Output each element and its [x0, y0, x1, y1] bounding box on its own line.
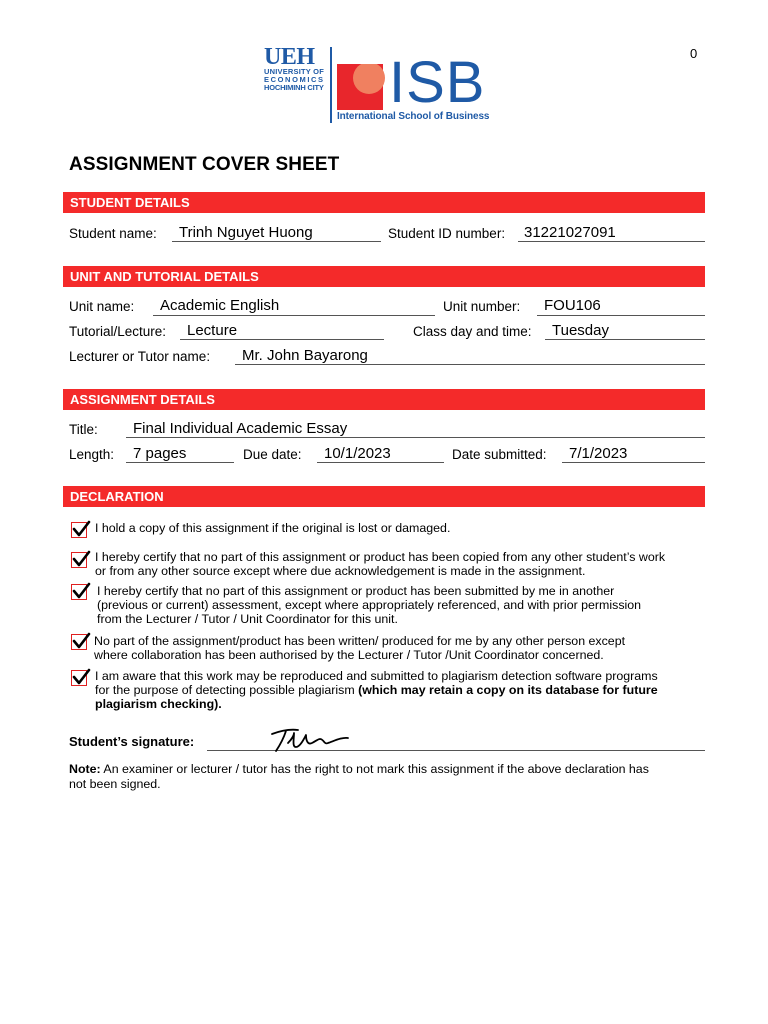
due-date-value[interactable]: 10/1/2023	[324, 445, 391, 462]
declaration-item-2-line-1: I hereby certify that no part of this assignment or product has been copied from any other student’s work	[95, 550, 666, 564]
class-day-value[interactable]: Tuesday	[552, 322, 609, 339]
unit-name-label: Unit name:	[69, 299, 135, 314]
date-submitted-underline	[562, 462, 705, 463]
date-submitted-value[interactable]: 7/1/2023	[569, 445, 628, 462]
declaration-checkbox-4[interactable]	[71, 634, 87, 650]
lecturer-underline	[235, 364, 705, 365]
tutorial-underline	[180, 339, 384, 340]
lecturer-label: Lecturer or Tutor name:	[69, 349, 211, 364]
declaration-checkbox-3[interactable]	[71, 584, 87, 600]
student-id-underline	[518, 241, 705, 242]
ueh-logo	[264, 46, 330, 92]
page-number: 0	[690, 46, 698, 61]
declaration-item-5-line-3-bold: plagiarism checking).	[95, 697, 222, 711]
checkmark-icon	[71, 549, 91, 569]
section-unit-details: UNIT AND TUTORIAL DETAILS	[63, 266, 705, 287]
checkmark-icon	[71, 519, 91, 539]
tutorial-value[interactable]: Lecture	[187, 322, 238, 339]
student-id-value[interactable]: 31221027091	[524, 224, 616, 241]
ueh-logo-line-1: UNIVERSITY OF	[264, 67, 324, 76]
tutorial-label: Tutorial/Lecture:	[69, 324, 167, 339]
declaration-item-5-line-2-bold: (which may retain a copy on its database for future	[358, 683, 658, 697]
logo-divider	[330, 47, 332, 123]
declaration-item-5-line-2-plain: for the purpose of detecting possible plagiarism	[95, 683, 359, 697]
unit-number-underline	[537, 315, 705, 316]
declaration-checkbox-2[interactable]	[71, 552, 87, 568]
signature-label: Student’s signature:	[69, 734, 195, 749]
date-submitted-label: Date submitted:	[452, 447, 547, 462]
assignment-title-label: Title:	[69, 422, 98, 437]
assignment-title-value[interactable]: Final Individual Academic Essay	[133, 420, 348, 437]
ueh-logo-text: UEH	[264, 44, 315, 70]
declaration-item-4-line-1: No part of the assignment/product has been written/ produced for me by any other person except	[94, 634, 626, 648]
ueh-logo-line-2: ECONOMICS	[264, 75, 325, 84]
declaration-item-5-line-1: I am aware that this work may be reproduced and submitted to plagiarism detection software programs	[95, 669, 658, 683]
length-value[interactable]: 7 pages	[133, 445, 187, 462]
class-day-underline	[545, 339, 705, 340]
declaration-item-5	[95, 669, 658, 711]
declaration-item-4	[94, 634, 625, 662]
due-date-underline	[317, 462, 444, 463]
note	[69, 762, 699, 791]
student-name-underline	[172, 241, 381, 242]
checkmark-icon	[71, 631, 91, 651]
note-text: An examiner or lecturer / tutor has the right to not mark this assignment if the above declaration has	[100, 762, 649, 776]
class-day-label: Class day and time:	[413, 324, 532, 339]
isb-logo-subtitle: International School of Business	[337, 111, 490, 122]
section-student-details: STUDENT DETAILS	[63, 192, 705, 213]
unit-number-value[interactable]: FOU106	[544, 297, 601, 314]
length-label: Length:	[69, 447, 115, 462]
student-name-value[interactable]: Trinh Nguyet Huong	[179, 224, 313, 241]
note-line-2: not been signed.	[69, 776, 161, 791]
signature-mark	[268, 725, 350, 753]
isb-logo-mark-icon	[337, 64, 387, 110]
isb-logo-text: ISB	[389, 50, 486, 115]
declaration-item-3-line-3: from the Lecturer / Tutor / Unit Coordinator for this unit.	[97, 612, 398, 626]
declaration-item-3	[97, 584, 641, 626]
checkmark-icon	[71, 667, 91, 687]
declaration-item-3-line-1: I hereby certify that no part of this assignment or product has been submitted by me in another	[97, 584, 615, 598]
declaration-item-1	[95, 521, 450, 535]
unit-name-underline	[153, 315, 435, 316]
note-line-1	[69, 762, 699, 777]
declaration-item-1-line-1: I hold a copy of this assignment if the original is lost or damaged.	[95, 521, 451, 535]
student-id-label: Student ID number:	[388, 226, 506, 241]
declaration-checkbox-1[interactable]	[71, 522, 87, 538]
lecturer-value[interactable]: Mr. John Bayarong	[242, 347, 368, 364]
student-name-label: Student name:	[69, 226, 157, 241]
declaration-item-4-line-2: where collaboration has been authorised by the Lecturer / Tutor /Unit Coordinator concerned.	[94, 648, 604, 662]
declaration-item-3-line-2: (previous or current) assessment, except where appropriately referenced, and with prior permission	[97, 598, 642, 612]
unit-name-value[interactable]: Academic English	[160, 297, 280, 314]
declaration-checkbox-5[interactable]	[71, 670, 87, 686]
declaration-item-2	[95, 550, 665, 578]
declaration-item-5-line-2	[95, 683, 658, 697]
due-date-label: Due date:	[243, 447, 302, 462]
unit-number-label: Unit number:	[443, 299, 521, 314]
checkmark-icon	[71, 581, 91, 601]
assignment-title-underline	[126, 437, 705, 438]
declaration-item-2-line-2: or from any other source except where due acknowledgement is made in the assignment.	[95, 564, 586, 578]
section-declaration: DECLARATION	[63, 486, 705, 507]
note-label: Note:	[69, 762, 101, 776]
page-title: ASSIGNMENT COVER SHEET	[69, 154, 340, 175]
ueh-logo-line-3: HOCHIMINH CITY	[264, 83, 324, 92]
declaration-item-5-line-3	[95, 697, 658, 711]
section-assignment-details: ASSIGNMENT DETAILS	[63, 389, 705, 410]
length-underline	[126, 462, 234, 463]
